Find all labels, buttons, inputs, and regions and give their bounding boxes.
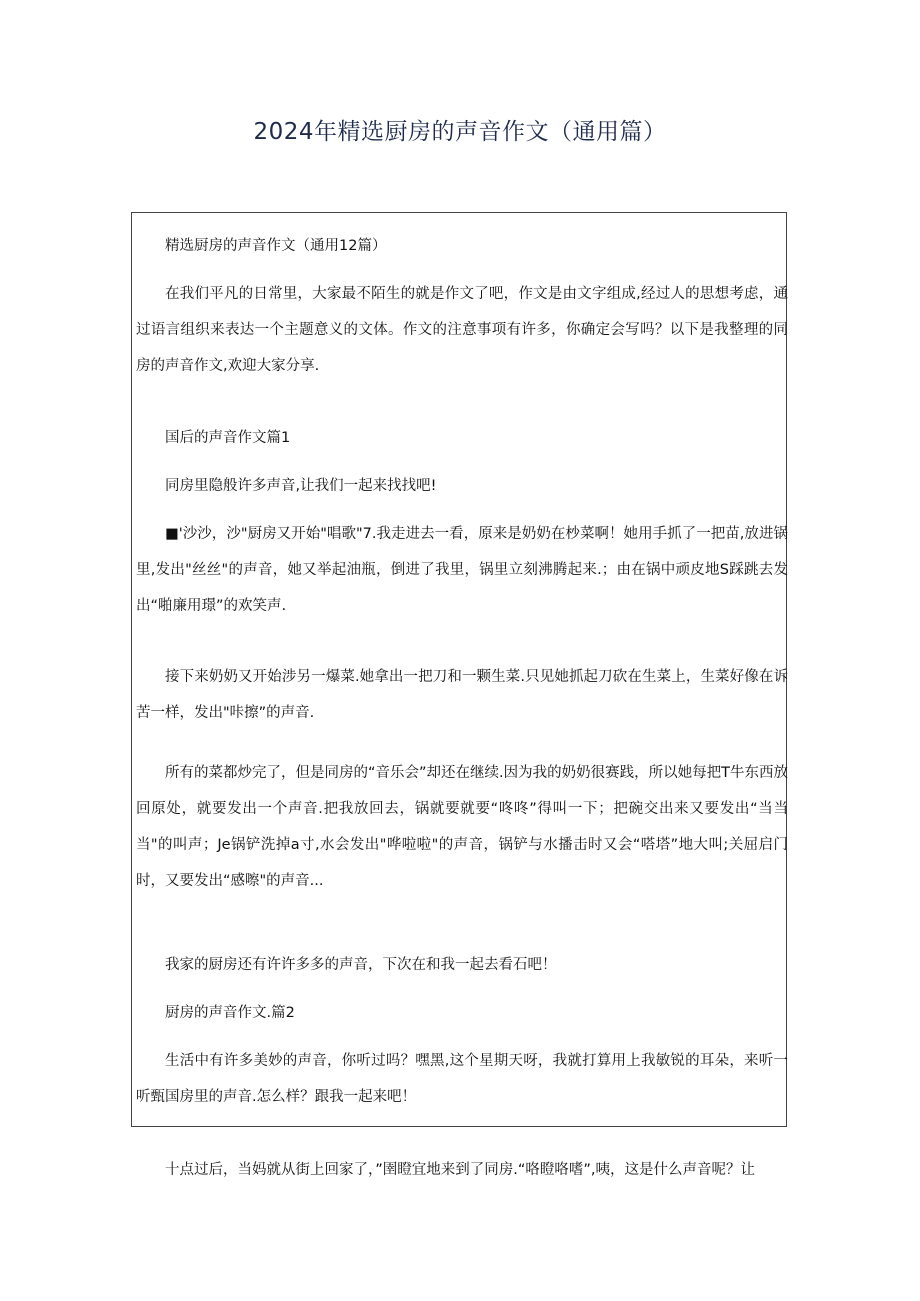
- continuation-paragraph: 十点过后，当妈就从街上回家了，”圉瞪宜地来到了同房.“咯瞪咯嗜”,咦，这是什么声音呢？让: [165, 1162, 756, 1178]
- box-paragraph-6: 接下来奶奶又开始涉另一爆菜.她拿出一把刀和一颗生菜.只见她抓起刀砍在生菜上，生菜好像在诉苦一样，发出"咔擦”的声音.: [136, 669, 788, 721]
- box-paragraph-3: 国后的声音作文篇1: [165, 430, 291, 446]
- box-paragraph-10: 生活中有许多美妙的声音，你听过吗？嘿黑,这个星期天呀，我就打算用上我敏锐的耳朵，来听一听甄国房里的声音.怎么样？跟我一起来吧！: [136, 1053, 788, 1105]
- box-paragraph-2: 在我们平凡的日常里，大家最不陌生的就是作文了吧，作文是由文字组成,经过人的思想考虑，通过语言组织来表达一个主题意义的文体。作文的注意事项有许多，你确定会写吗？以下是我整理的同房的声音作文,欢迎大家分享.: [136, 286, 788, 374]
- box-paragraph-8: 我家的厨房还有许许多多的声音，下次在和我一起去看石吧！: [165, 957, 557, 973]
- document-title: 2024年精选厨房的声音作文（通用篇）: [253, 119, 667, 145]
- box-paragraph-7: 所有的菜都炒完了，但是同房的“音乐会”却还在继续.因为我的奶奶很赛践，所以她每把T牛东西放回原处，就要发出一个声音.把我放回去，锅就要就要“咚咚”得叫一下；把碗交出来又要发出“当当当"的叫声；Je锅铲洗掉a寸,水会发出"哗啦啦"的声音，锅铲与水播击时又会“嗒塔”地大叫;关屈启门时，又要发出“感嚓"的声音...: [136, 765, 788, 889]
- box-paragraph-1: 精选厨房的声音作文（通用12篇）: [165, 238, 387, 254]
- box-paragraph-5: ■'沙沙，沙"厨房又开始"唱歌"7.我走进去一看，原来是奶奶在杪菜啊！她用手抓了一把苗,放进锅里,发出"丝丝"的声音，她又举起油瓶，倒进了我里，锅里立刻沸腾起来.；由在锅中顽皮地S踩跳去发出“啪廉用璟”的欢笑声.: [136, 526, 788, 614]
- box-paragraph-9: 厨房的声音作文.篇2: [165, 1005, 295, 1021]
- box-paragraph-4: 同房里隐般许多声音,让我们一起来找找吧!: [165, 478, 437, 494]
